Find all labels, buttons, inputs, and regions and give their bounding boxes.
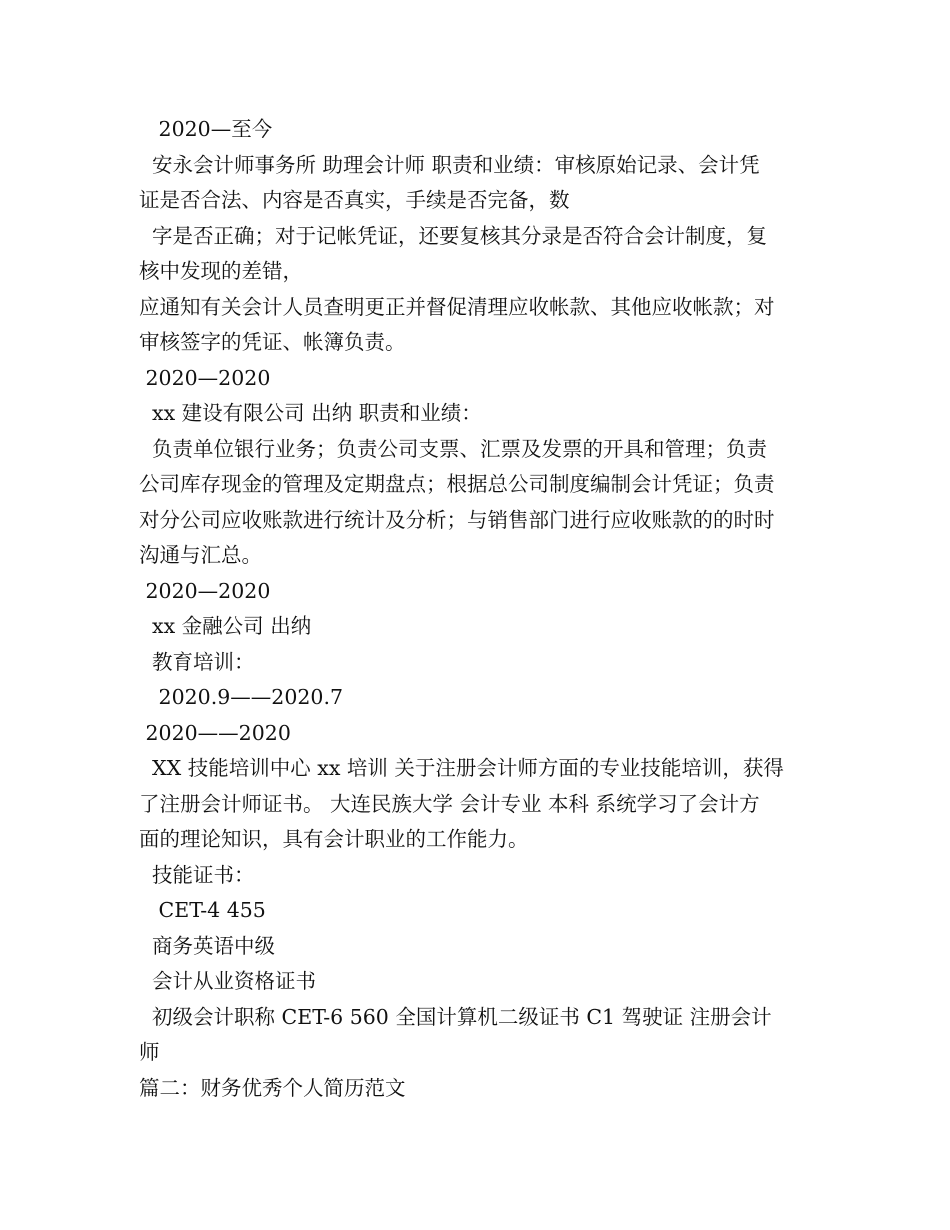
text-line: xx 建设有限公司 出纳 职责和业绩：: [139, 401, 482, 425]
section-heading: 篇二：财务优秀个人简历范文: [139, 1075, 406, 1100]
text-line: 2020—至今: [139, 117, 273, 141]
text-line: 字是否正确；对于记帐凭证，还要复核其分录是否符合会计制度，复: [139, 223, 768, 248]
text-line: 2020——2020: [139, 720, 291, 745]
text-line: XX 技能培训中心 xx 培训 关于注册会计师方面的专业技能培训，获得: [139, 756, 784, 780]
text-line: CET-4 455: [139, 898, 266, 922]
document-body: [139, 112, 819, 1106]
text-line: 安永会计师事务所 助理会计师 职责和业绩：审核原始记录、会计凭: [139, 152, 760, 177]
text-line: 师: [139, 1040, 160, 1064]
text-line: 商务英语中级: [139, 933, 276, 958]
text-line: 负责单位银行业务；负责公司支票、汇票及发票的开具和管理；负责: [139, 436, 768, 461]
text-line: xx 金融公司 出纳: [139, 614, 312, 638]
text-line: 证是否合法、内容是否真实，手续是否完备，数: [139, 188, 570, 212]
text-line: 了注册会计师证书。 大连民族大学 会计专业 本科 系统学习了会计方: [139, 791, 760, 816]
text-line: 审核签字的凭证、帐簿负责。: [139, 330, 406, 354]
text-line: 核中发现的差错，: [139, 259, 303, 283]
text-line: 沟通与汇总。: [139, 543, 262, 567]
text-line: 2020—2020: [139, 365, 271, 390]
text-line: 2020.9——2020.7: [139, 685, 344, 709]
text-line: 2020—2020: [139, 578, 271, 603]
text-line: 会计从业资格证书: [139, 969, 317, 993]
text-line: 教育培训：: [139, 649, 255, 674]
text-line: 公司库存现金的管理及定期盘点；根据总公司制度编制会计凭证；负责: [139, 472, 775, 496]
text-line: 技能证书：: [139, 862, 255, 887]
text-line: 应通知有关会计人员查明更正并督促清理应收帐款、其他应收帐款；对: [139, 294, 775, 319]
text-line: 初级会计职称 CET-6 560 全国计算机二级证书 C1 驾驶证 注册会计: [139, 1004, 772, 1029]
text-line: 对分公司应收账款进行统计及分析；与销售部门进行应收账款的的时时: [139, 507, 775, 532]
text-line: 面的理论知识，具有会计职业的工作能力。: [139, 827, 529, 851]
